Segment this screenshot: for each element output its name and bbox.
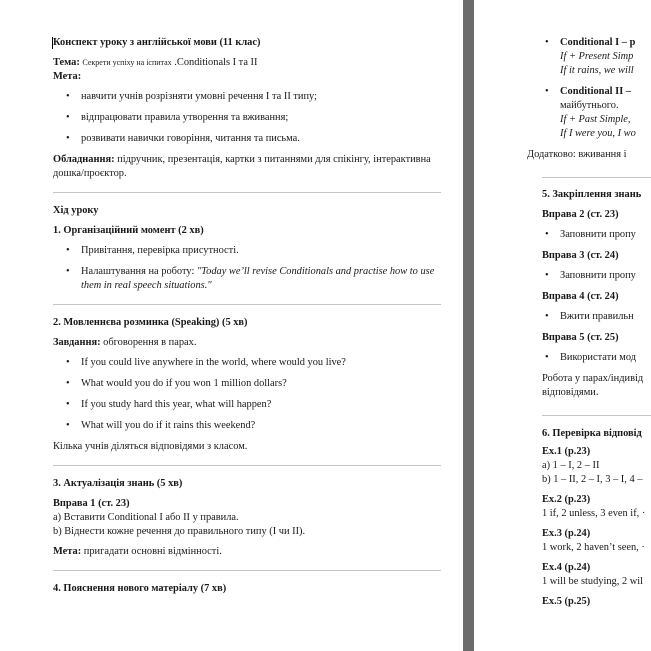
task-text: обговорення в парах. [100, 337, 197, 348]
answer-3-line: 1 work, 2 haven’t seen, · [542, 542, 645, 553]
exercise-5-heading: Вправа 5 (ст. 25) [542, 332, 619, 343]
answer-1-heading: Ex.1 (p.23) [542, 446, 591, 457]
question-item: • What will you do if it rains this weekend? [53, 419, 441, 433]
section-3-heading: 3. Актуалізація знань (5 хв) [53, 478, 183, 489]
exercise-4-heading: Вправа 4 (ст. 24) [542, 291, 619, 302]
conditional-2-label: Conditional II – [560, 86, 632, 97]
goal-text: пригадати основні відмінності. [81, 546, 222, 557]
goal-label: Мета: [53, 71, 82, 82]
lesson-plan-continued [527, 36, 651, 162]
exercise-4-list [542, 310, 651, 324]
section-2-heading: 2. Мовленнєва розминка (Speaking) (5 хв) [53, 317, 248, 328]
answer-4-heading: Ex.4 (p.24) [542, 562, 591, 573]
goal-item: • навчити учнів розрізняти умовні речення I та II типу; [53, 90, 441, 104]
section-1-heading: 1. Організаційний момент (2 хв) [53, 225, 204, 236]
answer-2-heading: Ex.2 (p.23) [542, 494, 591, 505]
conditionals-list [542, 36, 651, 141]
topic-small-text: Секрети успіху на іспитах [82, 58, 172, 67]
answer-5-heading: Ex.5 (p.25) [542, 596, 591, 607]
section-3-goal [53, 545, 441, 559]
section-5-block [542, 188, 651, 400]
question-item: • What would you do if you won 1 million dollars? [53, 377, 441, 391]
list-item: • Вжити правильн [542, 310, 651, 324]
equipment-text: підручник, презентація, картки з питаннями для спікінгу, інтерактивна дошка/проєктор. [53, 154, 431, 179]
topic-line [53, 56, 441, 70]
motivation-label: Налаштування на роботу: [81, 266, 197, 277]
exercise-5-list [542, 351, 651, 365]
answer-2-line: 1 if, 2 unless, 3 even if, · [542, 508, 646, 519]
answer-1-line-1: a) 1 – I, 2 – II [542, 460, 600, 471]
section-divider [53, 465, 441, 466]
conditional-1-item [542, 36, 651, 78]
speaking-note: Кілька учнів діляться відповідями з класом. [53, 441, 248, 452]
motivation-quote: "Today we’ll revise Conditionals and practise how to use them in real speech situations." [81, 266, 435, 291]
equipment-paragraph [53, 153, 441, 181]
section-divider [542, 415, 651, 416]
conditional-1-example: If it rains, we will [560, 65, 634, 76]
list-item: • Заповнити пропу [542, 269, 651, 283]
exercise-1-line-a: а) Вставити Conditional I або II у правила. [53, 512, 239, 523]
section-4-heading: 4. Пояснення нового матеріалу (7 хв) [53, 583, 227, 594]
conditional-1-label: Conditional I – р [560, 37, 636, 48]
section-1-list [53, 244, 441, 293]
section-5-heading: 5. Закріплення знань [542, 189, 642, 200]
exercise-2-heading: Вправа 2 (ст. 23) [542, 209, 619, 220]
goal-item: • відпрацювати правила утворення та вживання; [53, 111, 441, 125]
document-title: Конспект уроку з англійської мови (11 клас) [53, 37, 261, 48]
section-divider [53, 304, 441, 305]
pairs-line-1: Робота у парах/індивід [542, 373, 644, 384]
list-item: • Привітання, перевірка присутності. [53, 244, 441, 258]
document-page-right[interactable] [474, 0, 651, 651]
list-item [53, 265, 441, 293]
exercise-1-line-b: b) Віднести кожне речення до правильного типу (I чи II). [53, 526, 306, 537]
section-divider [53, 570, 441, 571]
exercise-1-heading: Вправа 1 (ст. 23) [53, 498, 130, 509]
speaking-questions-list [53, 356, 441, 433]
pairs-line-2: відповідями. [542, 387, 599, 398]
list-item: • Заповнити пропу [542, 228, 651, 242]
answer-4-line: 1 will be studying, 2 wil [542, 576, 644, 587]
task-line [53, 336, 441, 350]
conditional-2-example: If I were you, I wo [560, 128, 636, 139]
list-item: • Використати мод [542, 351, 651, 365]
task-label: Завдання: [53, 337, 101, 348]
equipment-label: Обладнання: [53, 154, 115, 165]
exercise-3-heading: Вправа 3 (ст. 24) [542, 250, 619, 261]
exercise-2-list [542, 228, 651, 242]
course-heading: Хід уроку [53, 205, 99, 216]
question-item: • If you study hard this year, what will happen? [53, 398, 441, 412]
exercise-3-list [542, 269, 651, 283]
section-6-block [542, 427, 651, 609]
extra-note: Додатково: вживання і [527, 149, 627, 160]
page-gap [463, 0, 474, 651]
conditional-2-desc: майбутнього. [560, 100, 619, 111]
goal-item: • розвивати навички говоріння, читання та письма. [53, 132, 441, 146]
topic-rest: .Conditionals I та II [171, 57, 258, 68]
conditional-2-item [542, 85, 651, 141]
section-divider [53, 192, 441, 193]
conditional-2-formula: If + Past Simple, [560, 114, 631, 125]
conditional-1-formula: If + Present Simp [560, 51, 634, 62]
answer-1-line-2: b) 1 – II, 2 – I, 3 – I, 4 – [542, 474, 643, 485]
topic-label: Тема: [53, 57, 80, 68]
goal-label: Мета: [53, 546, 82, 557]
lesson-plan-body [53, 36, 441, 596]
section-divider [542, 177, 651, 178]
question-item: • If you could live anywhere in the world, where would you live? [53, 356, 441, 370]
answer-3-heading: Ex.3 (p.24) [542, 528, 591, 539]
section-6-heading: 6. Перевірка відповід [542, 428, 642, 439]
goals-list [53, 90, 441, 146]
